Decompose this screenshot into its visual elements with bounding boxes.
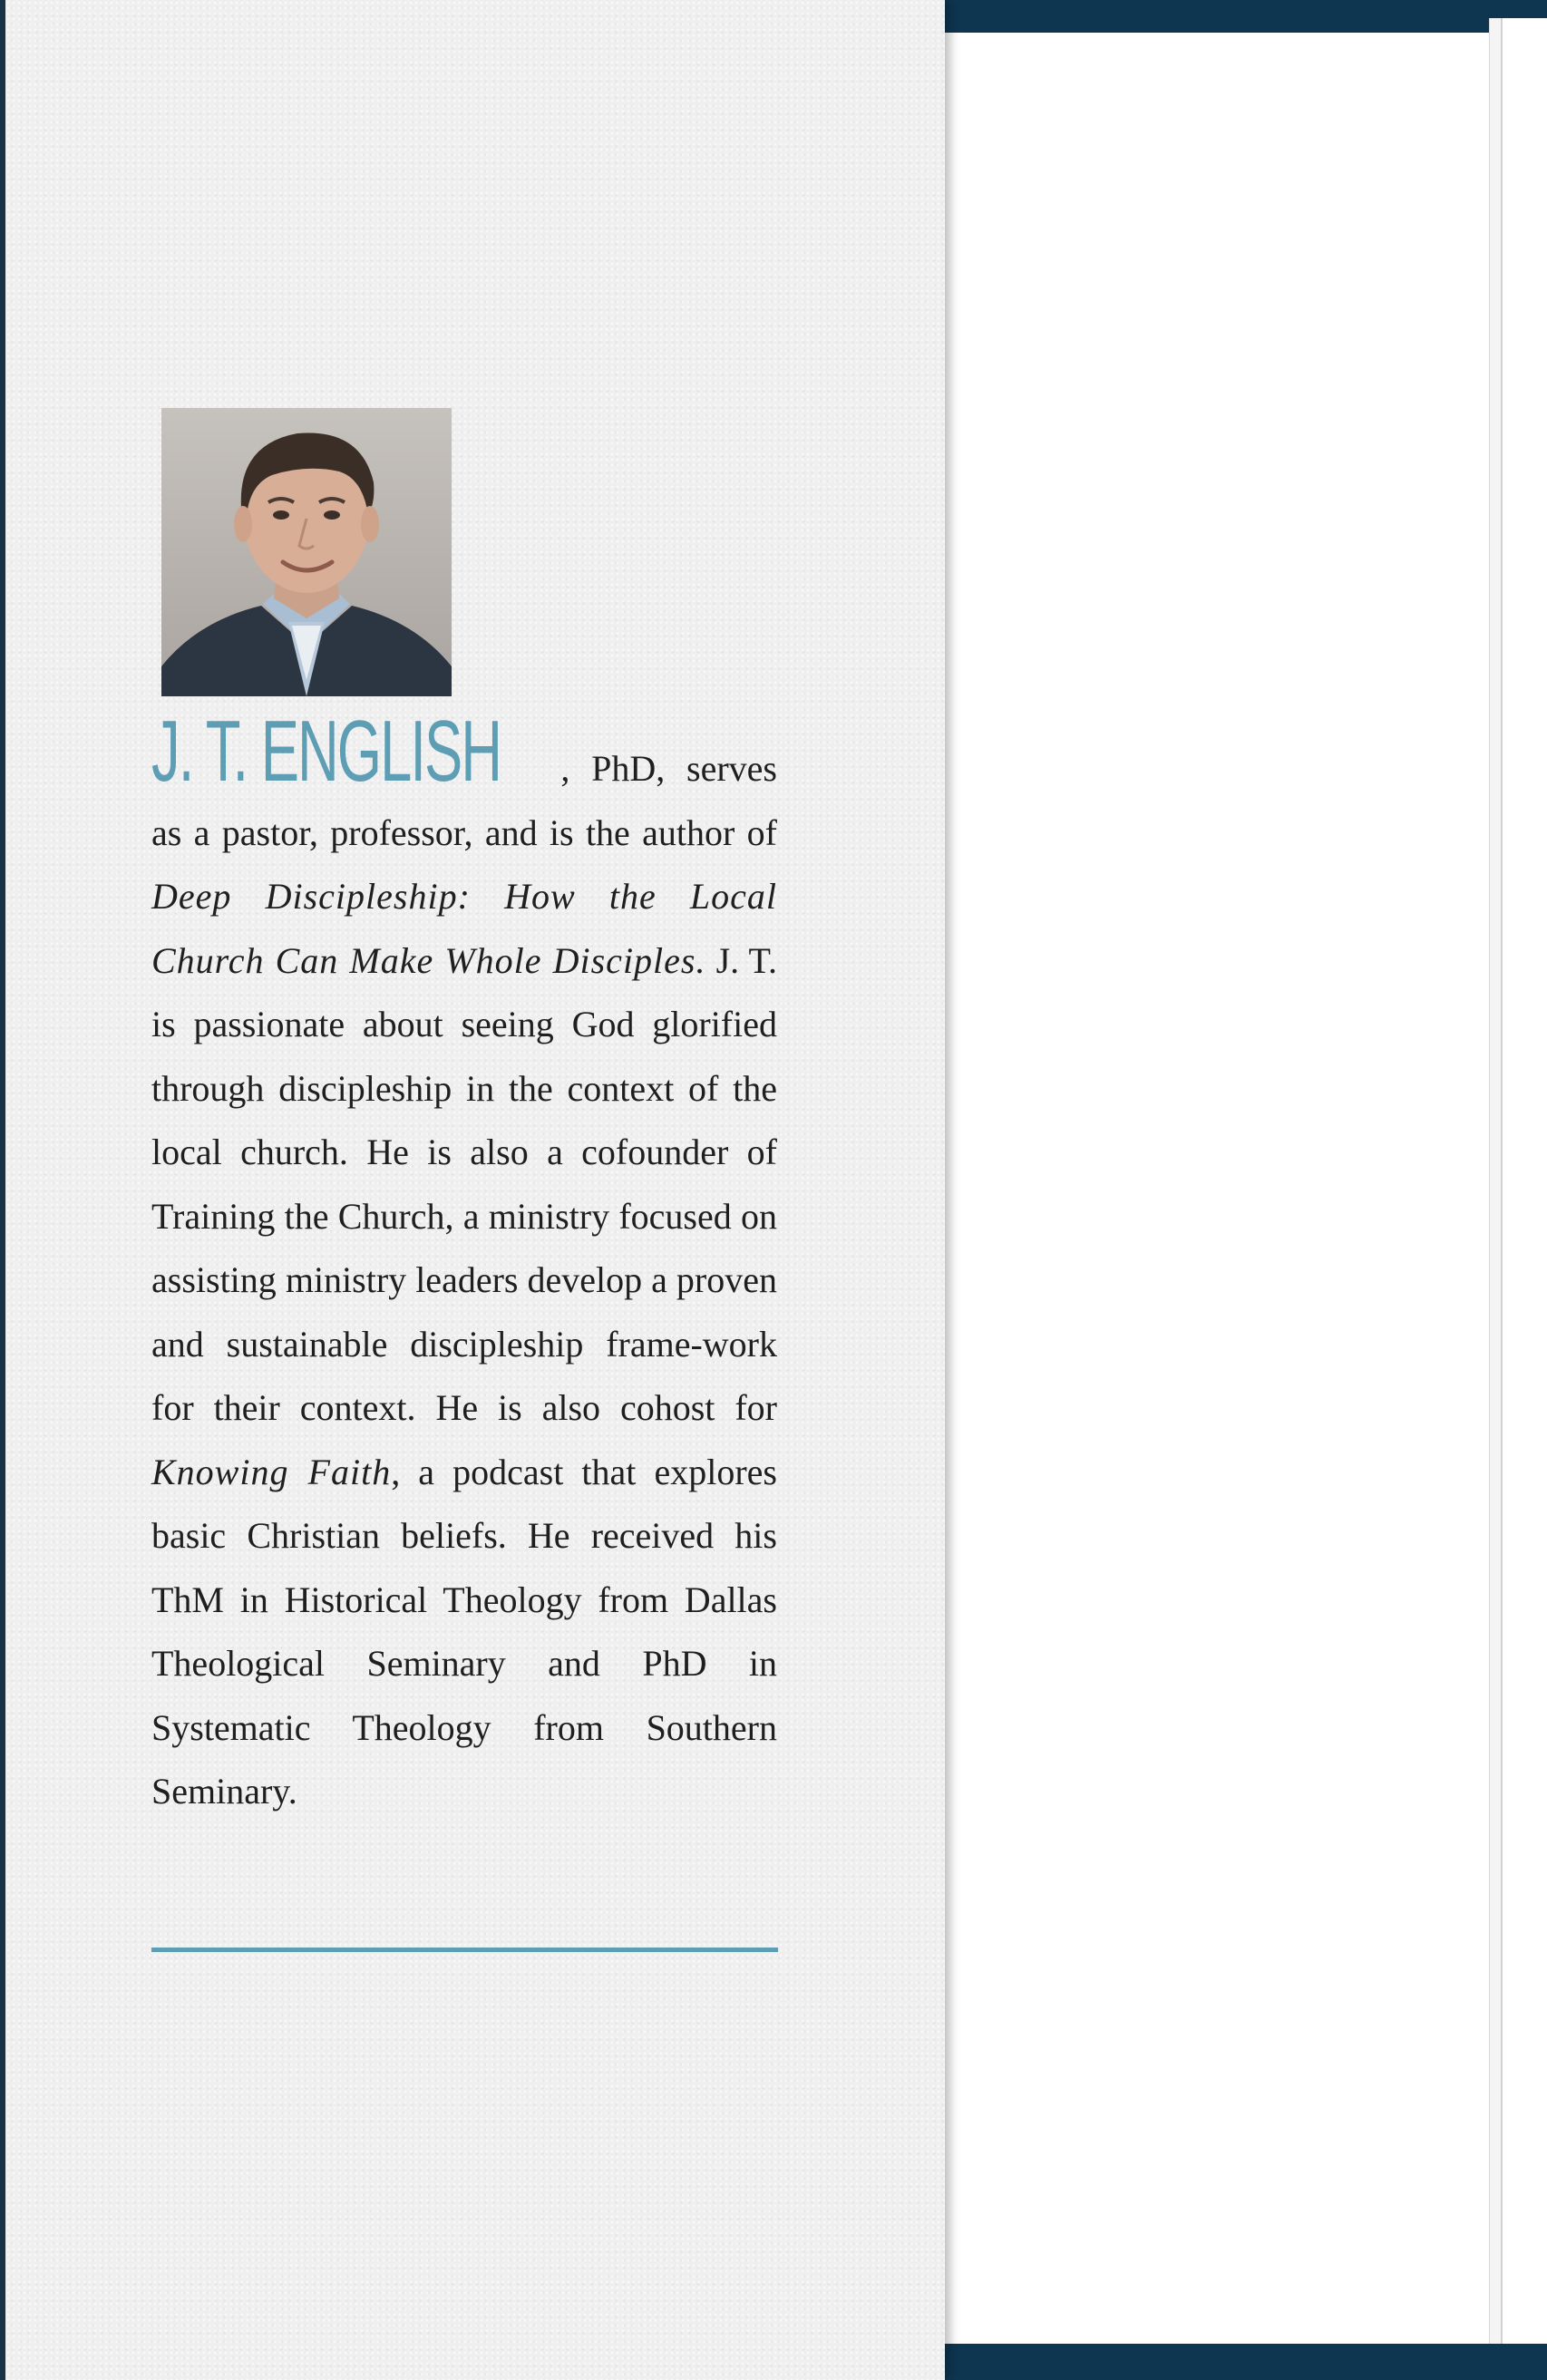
blank-page	[945, 33, 1489, 2344]
page-edge	[1489, 18, 1502, 2362]
bio-intro: , PhD, serves as a pastor, professor, and is the author of	[151, 748, 777, 853]
cover-top-band	[945, 0, 1547, 33]
author-photo	[161, 408, 452, 696]
book-title: Deep Discipleship: How the Local Church Can Make Whole Disciples.	[151, 876, 777, 981]
author-name: J. T. ENGLISH	[151, 703, 501, 800]
podcast-title: Knowing Faith	[151, 1451, 392, 1492]
bio-text-end: , a podcast that explores basic Christian beliefs. He received his ThM in Historical Theology from Dallas Theological Seminary and PhD in Systematic Theology from Southern Seminary.	[151, 1451, 777, 1812]
author-bio	[151, 703, 777, 1824]
cover-bottom-band	[945, 2344, 1547, 2380]
bio-text: J. T. is passionate about seeing God glorified through discipleship in the context of the local church. He is also a cofounder of Training the Church, a ministry focused on assisting ministry leaders develop a proven and sustainable discipleship frame-work for their context. He is also cohost for	[151, 939, 777, 1428]
page-edge-outer	[1502, 18, 1547, 2362]
divider-rule	[151, 1948, 778, 1952]
